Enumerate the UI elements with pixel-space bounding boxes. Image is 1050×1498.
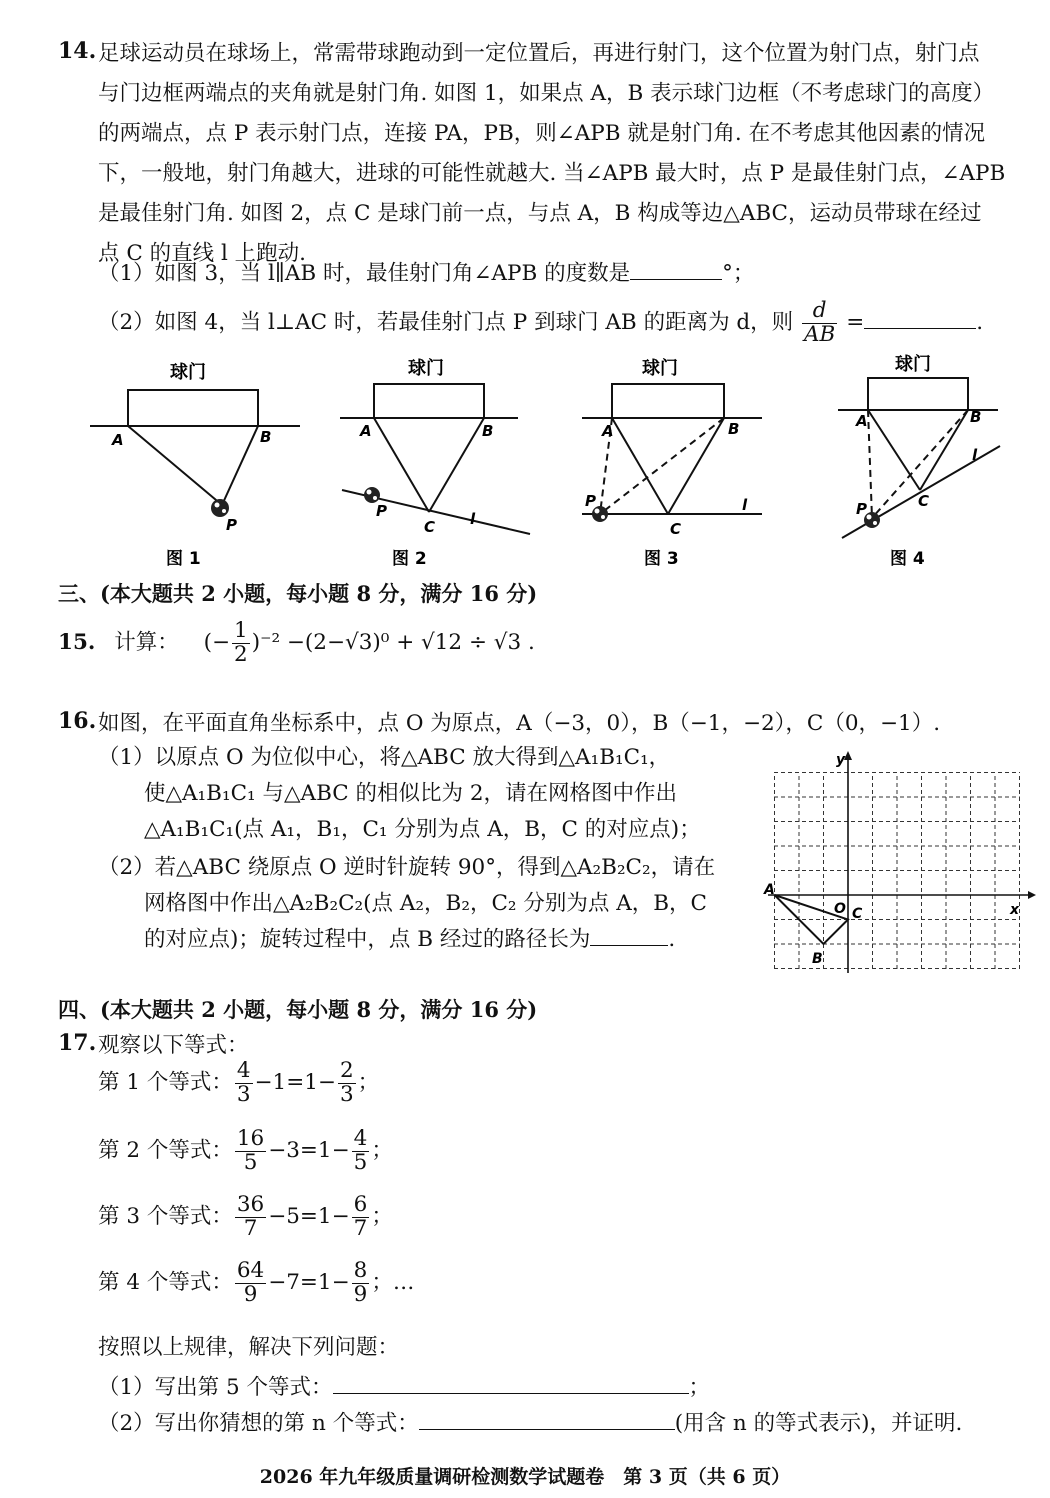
frac-den: 5 (353, 1149, 368, 1175)
q14-part2-end: . (976, 310, 984, 336)
equation-row (98, 1128, 393, 1174)
label-b: B (728, 420, 740, 438)
q17-part1-end: ； (688, 1375, 711, 1400)
goal-title: 球门 (408, 358, 444, 379)
frac-den: 7 (243, 1215, 258, 1241)
equation-mid: −5=1− (268, 1204, 350, 1230)
segment-pa-dashed (868, 410, 872, 518)
q16-parts (98, 740, 748, 970)
frac-den: 2 (234, 641, 248, 667)
equation-mid: −7=1− (268, 1270, 350, 1296)
label-a: A (602, 422, 614, 440)
segment-ac (374, 418, 429, 512)
equation-end: ； (357, 1070, 380, 1096)
frac-den: 3 (236, 1081, 251, 1107)
goal-frame (868, 378, 968, 410)
q15-number: 15. (58, 630, 96, 656)
segment-pb (222, 426, 258, 505)
fraction (352, 1194, 370, 1240)
equation-label: 第 4 个等式： (98, 1270, 233, 1296)
figure-caption: 图 1 (166, 549, 201, 569)
equation-end: ；… (371, 1270, 415, 1296)
q14-part1 (98, 256, 754, 287)
q14-line: 下，一般地，射门角越大，进球的可能性就越大. 当∠APB 最大时，点 P 是最佳射门点，∠APB (98, 161, 1006, 186)
equation-row (98, 1060, 379, 1106)
segment-pa (128, 426, 222, 505)
label-a: A (360, 422, 372, 440)
figure-caption: 图 4 (890, 549, 925, 569)
label-a: A (856, 412, 868, 430)
q17-number: 17. (58, 1030, 97, 1056)
equation-label: 第 1 个等式： (98, 1070, 233, 1096)
frac-num: 4 (353, 1126, 368, 1151)
q15-expression: )⁻² −(2−√3)⁰ + √12 ÷ √3 . (251, 630, 535, 656)
x-arrow-icon (1028, 891, 1036, 899)
equation-mid: −1=1− (254, 1070, 336, 1096)
segment-ac (612, 418, 668, 514)
x-label: x (1010, 902, 1020, 918)
label-p: P (376, 502, 387, 520)
fraction (235, 1128, 266, 1174)
label-a: A (112, 431, 124, 449)
frac-den: 7 (353, 1215, 368, 1241)
segment-bc (429, 418, 484, 512)
fraction (352, 1260, 370, 1306)
frac-num: 64 (236, 1258, 265, 1283)
q14-line: 是最佳射门角. 如图 2，点 C 是球门前一点，与点 A，B 构成等边△ABC，运动员带球在经过 (98, 201, 982, 226)
fraction (235, 1060, 253, 1106)
q16-part2-line: （2）若△ABC 绕原点 O 逆时针旋转 90°，得到△A₂B₂C₂，请在 (98, 855, 716, 880)
label-l: l (742, 496, 748, 514)
point-c-label: C (852, 906, 863, 922)
equation-label: 第 2 个等式： (98, 1138, 233, 1164)
coordinate-grid (760, 748, 1050, 988)
q14-line: 足球运动员在球场上，常需带球跑动到一定位置后，再进行射门，这个位置为射门点，射门点 (98, 41, 980, 66)
y-label: y (836, 752, 846, 768)
q17-intro: 观察以下等式： (98, 1033, 249, 1058)
fraction (235, 1260, 266, 1306)
q16-part1-line: 使△A₁B₁C₁ 与△ABC 的相似比为 2，请在网格图中作出 (144, 781, 678, 806)
frac-num: d (802, 300, 837, 324)
goal-title: 球门 (642, 358, 678, 379)
equation-end: ； (371, 1204, 393, 1230)
q16-part2-end: . (668, 927, 676, 952)
q14-number: 14. (58, 38, 97, 64)
fraction (338, 1060, 356, 1106)
answer-blank-q14-1[interactable] (630, 259, 722, 280)
y-arrow-icon (844, 751, 852, 760)
label-c: C (670, 520, 682, 538)
figure-caption: 图 3 (644, 549, 679, 569)
segment-ac (868, 410, 920, 490)
label-b: B (970, 408, 982, 426)
q17-part1 (98, 1370, 710, 1401)
q16-part2-line (144, 922, 675, 953)
section-heading: 四、(本大题共 2 小题，每小题 8 分，满分 16 分) (58, 997, 538, 1022)
answer-blank-q17-2[interactable] (419, 1409, 675, 1430)
frac-num: 4 (236, 1058, 251, 1083)
equation-end: ； (371, 1138, 393, 1164)
frac-den: AB (804, 321, 836, 347)
q16-intro: 如图，在平面直角坐标系中，点 O 为原点，A（−3，0），B（−1，−2），C（0，−1）. (98, 711, 941, 736)
q16-number: 16. (58, 708, 97, 734)
q17-part1-text: （1）写出第 5 个等式： (98, 1375, 333, 1400)
q16-part1-line: △A₁B₁C₁(点 A₁，B₁，C₁ 分别为点 A，B，C 的对应点)； (144, 817, 701, 842)
ball-icon (364, 487, 380, 503)
q14-body (98, 36, 1038, 266)
frac-den: 9 (353, 1281, 368, 1307)
equation-row (98, 1260, 414, 1306)
point-b-label: B (812, 951, 823, 967)
frac-den: 3 (339, 1081, 354, 1107)
goal-title: 球门 (170, 362, 206, 383)
q17-part2 (98, 1406, 962, 1437)
fraction (352, 1128, 370, 1174)
q15-label: 计算： (114, 630, 179, 656)
q17-part2-end: (用含 n 的等式表示)，并证明. (674, 1411, 963, 1436)
q14-figures (0, 350, 1050, 580)
label-p: P (856, 500, 867, 518)
q15-fraction (232, 620, 250, 666)
segment-pb-dashed (600, 418, 724, 514)
label-c: C (918, 492, 930, 510)
goal-frame (128, 390, 258, 426)
q16-part2-text: 的对应点)；旋转过程中，点 B 经过的路径长为 (144, 927, 591, 952)
equation-mid: −3=1− (268, 1138, 350, 1164)
q16-part1-line: （1）以原点 O 为位似中心，将△ABC 放大得到△A₁B₁C₁， (98, 745, 671, 770)
label-l: l (470, 510, 476, 528)
label-c: C (424, 518, 436, 536)
goal-frame (612, 384, 724, 418)
page-footer: 2026 年九年级质量调研检测数学试题卷 第 3 页（共 6 页） (259, 1466, 791, 1488)
answer-blank-q14-2[interactable] (864, 308, 976, 329)
frac-den: 9 (243, 1281, 258, 1307)
label-p: P (585, 492, 596, 510)
q14-eq: = (846, 310, 865, 336)
label-b: B (482, 422, 494, 440)
equation-label: 第 3 个等式： (98, 1204, 233, 1230)
q14-line: 与门边框两端点的夹角就是射门角. 如图 1，如果点 A，B 表示球门边框（不考虑球门的高度） (98, 81, 995, 106)
q14-fraction (802, 300, 837, 346)
q17-equations (98, 1060, 698, 1328)
q14-line: 点 C 的直线 l 上跑动. (98, 241, 306, 266)
q15 (58, 620, 535, 666)
label-b: B (260, 428, 272, 446)
label-p: P (226, 516, 237, 534)
q17-part2-text: （2）写出你猜想的第 n 个等式： (98, 1411, 419, 1436)
label-l: l (972, 446, 978, 464)
q14-part1-text: （1）如图 3，当 l∥AB 时，最佳射门角∠APB 的度数是 (98, 261, 631, 286)
origin-label: O (834, 901, 846, 917)
q14-part1-suffix: °； (722, 261, 755, 286)
equation-row (98, 1194, 393, 1240)
frac-num: 16 (236, 1126, 265, 1151)
q14-part2 (98, 300, 983, 346)
segment-bc (668, 418, 724, 514)
q17-rule: 按照以上规律，解决下列问题： (98, 1335, 400, 1360)
q15-open: (− (203, 630, 231, 656)
fraction (235, 1194, 266, 1240)
frac-num: 36 (236, 1192, 265, 1217)
section-heading: 三、(本大题共 2 小题，每小题 8 分，满分 16 分) (58, 581, 538, 606)
goal-frame (374, 384, 484, 418)
frac-num: 8 (353, 1258, 368, 1283)
answer-blank-q17-1[interactable] (333, 1373, 689, 1394)
q16-part2-line: 网格图中作出△A₂B₂C₂(点 A₂，B₂，C₂ 分别为点 A，B，C (144, 891, 707, 916)
ball-icon (211, 499, 229, 517)
frac-den: 5 (243, 1149, 258, 1175)
q14-line: 的两端点，点 P 表示射门点，连接 PA，PB，则∠APB 就是射门角. 在不考虑其他因素的情况 (98, 121, 986, 146)
point-a-label: A (764, 882, 775, 898)
frac-num: 6 (353, 1192, 368, 1217)
frac-num: 2 (339, 1058, 354, 1083)
figure-caption: 图 2 (392, 549, 427, 569)
answer-blank-q16[interactable] (590, 925, 668, 946)
frac-num: 1 (234, 618, 248, 643)
q14-part2-text: （2）如图 4，当 l⊥AC 时，若最佳射门点 P 到球门 AB 的距离为 d，则 (98, 310, 794, 336)
goal-title: 球门 (895, 354, 931, 375)
